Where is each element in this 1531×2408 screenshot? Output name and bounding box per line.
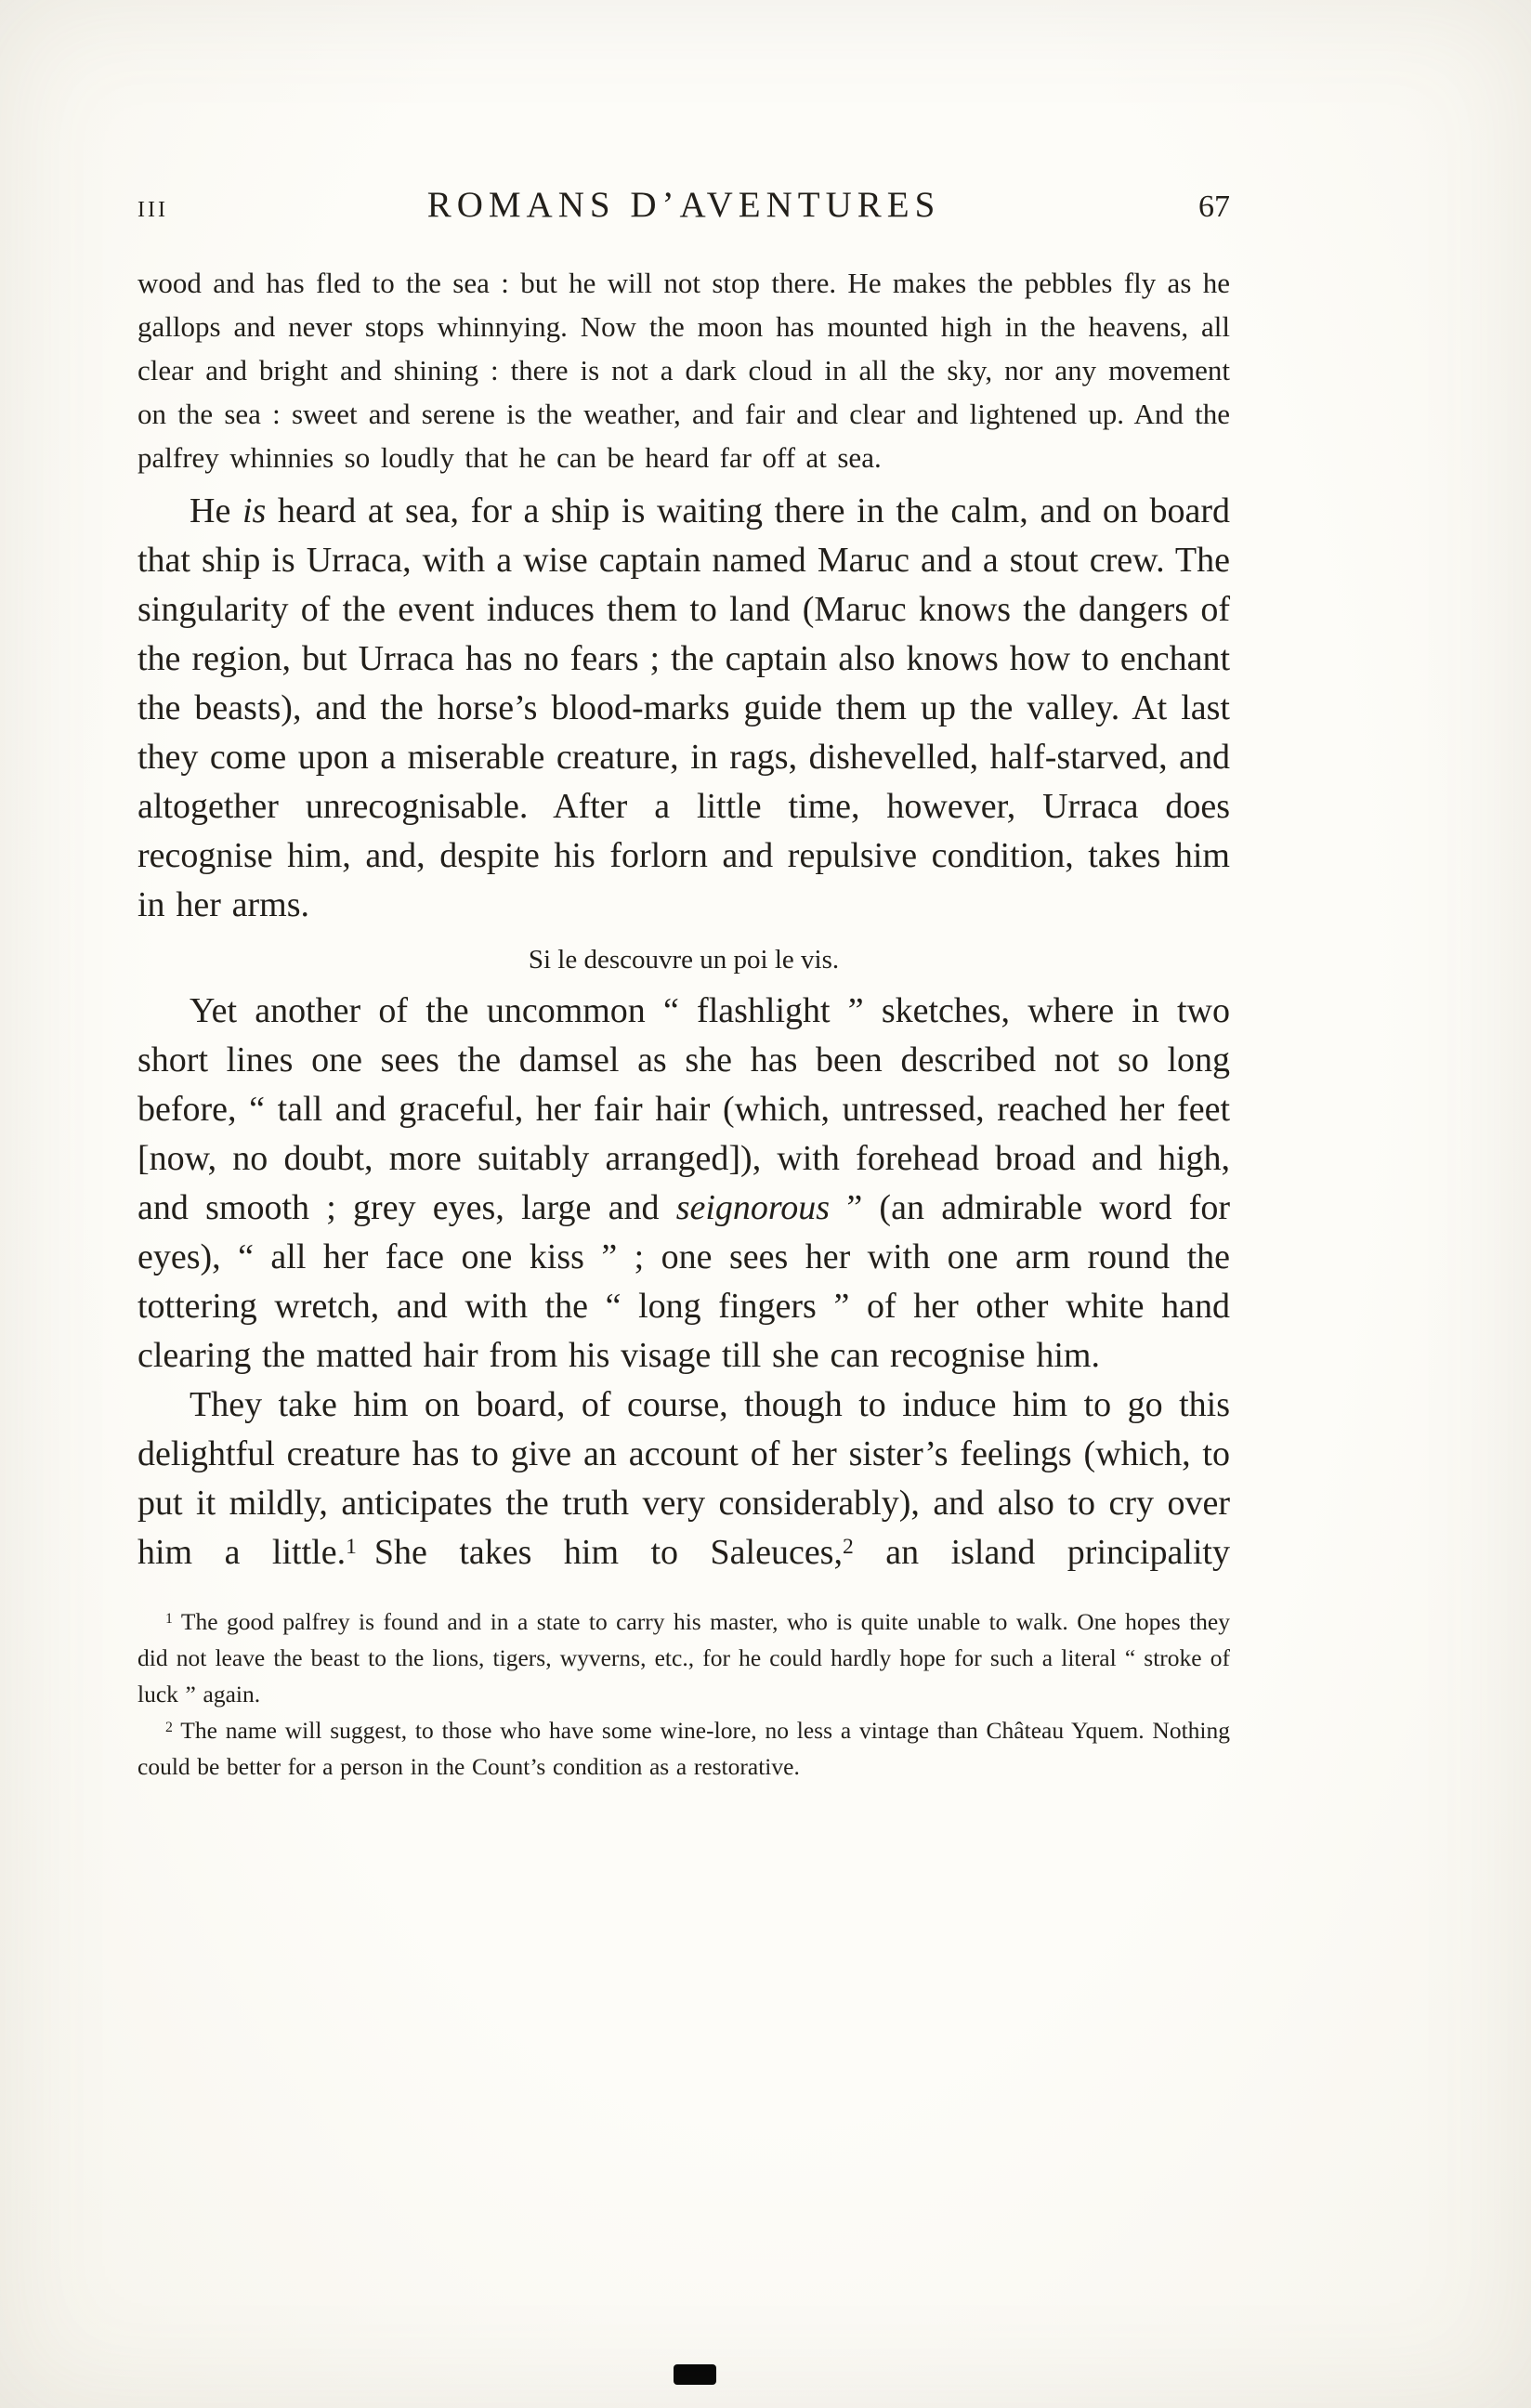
paragraph: They take him on board, of course, though to induce him to go this delightful creature has to give an account of her sister’s feelings (which, to put it mildly, anticipates the truth very considerably), and also to cry over him a little.$^1$ She takes him to Saleuces,$^2$ an island principality (137, 1385, 1230, 1572)
page-number: 67 (1198, 190, 1230, 224)
footnotes (137, 1603, 1230, 1785)
verse-quote: Si le descouvre un poi le vis. (528, 945, 840, 975)
paragraph: Yet another of the uncommon “ flashlight ” sketches, where in two short lines one sees the damsel as she has been described not so long before, “ tall and graceful, her fair hair (which, untressed, reached her feet [now, no doubt, more suitably arranged]), with forehead broad and high, and smooth ; grey eyes, large and seignorous ” (an admirable word for eyes), “ all her face one kiss ” ; one sees her with one arm round the tottering wretch, and with the “ long fingers ” of her other white hand clearing the matted hair from his visage till she can recognise him. (137, 991, 1231, 1375)
footnote: $^2$ The name will suggest, to those who have some wine-lore, no less a vintage than Château Yquem. Nothing could be better for a person in the Count’s condition as a restorative. (137, 1717, 1230, 1780)
page-header (137, 184, 1230, 226)
page-content (137, 184, 1230, 1785)
footnote: $^1$ The good palfrey is found and in a state to carry his master, who is quite unable to walk. One hopes they did not leave the beast to the lions, tigers, wyverns, etc., for he could hardly hope for such a literal “ stroke of luck ” again. (137, 1608, 1230, 1708)
paragraph: He is heard at sea, for a ship is waiting there in the calm, and on board that ship is Urraca, with a wise captain named Maruc and a stout crew. The singularity of the event induces them to land (Maruc knows the dangers of the region, but Urraca has no fears ; the captain also knows how to enchant the beasts), and the horse’s blood-marks guide them up the valley. At last they come upon a miserable creature, in rags, dishevelled, half-starved, and altogether unrecognisable. After a little time, however, Urraca does recognise him, and, despite his forlorn and repulsive condition, takes him in her arms. (137, 491, 1230, 924)
scan-artifact-mark (674, 2364, 716, 2385)
paragraph-continuation: wood and has fled to the sea : but he will not stop there. He makes the pebbles fly as he gallops and never stops whinnying. Now the moon has mounted high in the heavens, all clear and bright and shining : there is not a dark cloud in all the sky, nor any movement on the sea : sweet and serene is the weather, and fair and clear and lightened up. And the palfrey whinnies so loudly that he can be heard far off at sea. (137, 267, 1230, 474)
chapter-number: III (137, 198, 168, 222)
running-title: ROMANS D’AVENTURES (426, 185, 941, 225)
